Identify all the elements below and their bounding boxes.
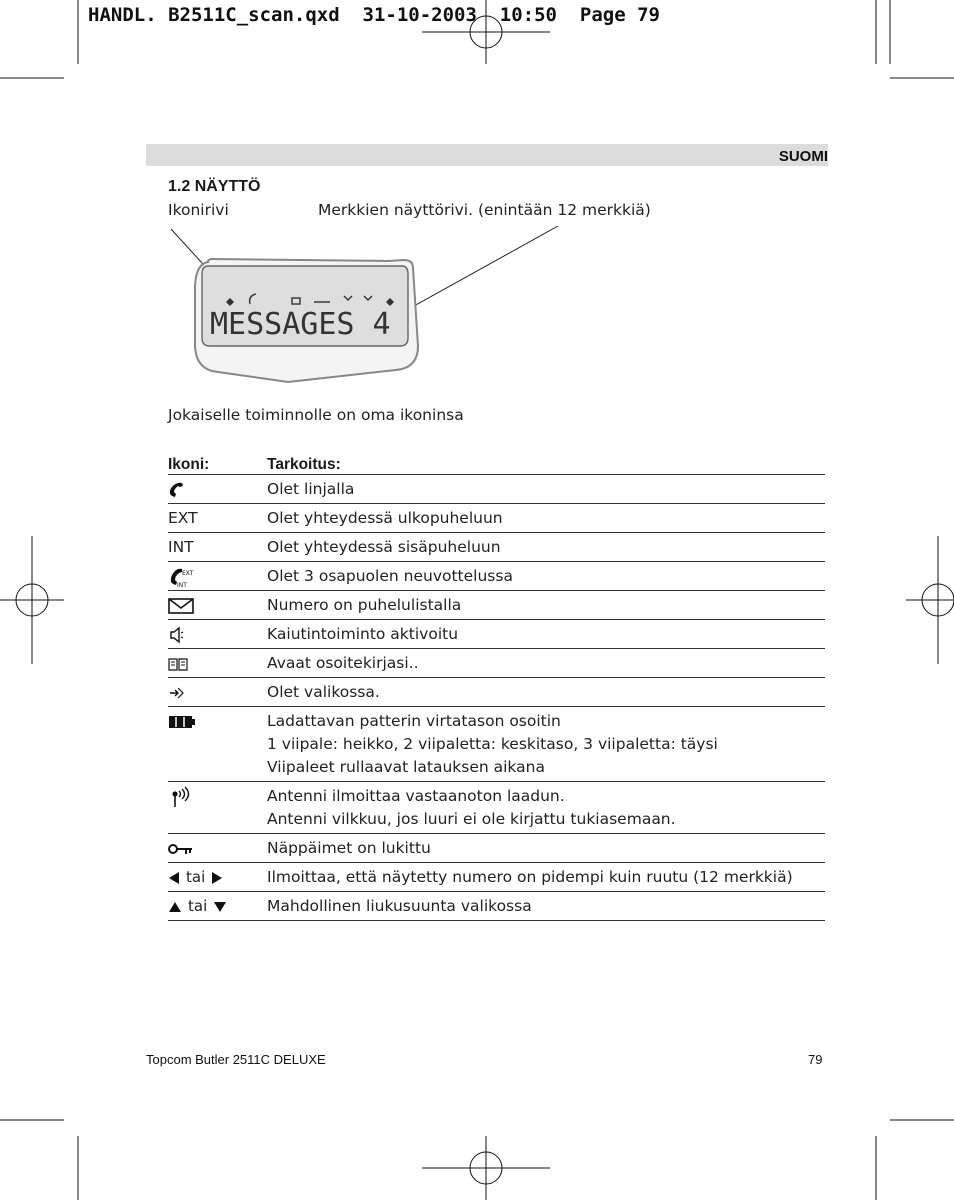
table-row — [168, 863, 825, 892]
row-description: Olet 3 osapuolen neuvottelussa — [267, 567, 513, 585]
row-description: Antenni vilkkuu, jos luuri ei ole kirjattu tukiasemaan. — [267, 810, 676, 828]
column-header-icon: Ikoni: — [168, 450, 267, 475]
table-header-row — [168, 450, 825, 475]
row-description: Olet valikossa. — [267, 683, 380, 701]
svg-text:INT: INT — [177, 581, 187, 588]
header-band — [146, 144, 828, 166]
battery-icon — [168, 714, 196, 730]
row-description: Avaat osoitekirjasi.. — [267, 654, 419, 672]
or-label: tai — [188, 897, 208, 915]
conference-icon — [168, 566, 194, 588]
antenna-icon — [168, 785, 190, 809]
table-row — [168, 475, 825, 504]
table-row — [168, 892, 825, 921]
table-row — [168, 782, 825, 834]
icon-table — [168, 450, 825, 921]
book-icon — [168, 656, 188, 672]
table-row — [168, 533, 825, 562]
table-row — [168, 504, 825, 533]
table-row — [168, 834, 825, 863]
lcd-display-text: MESSAGES 4 — [210, 307, 391, 342]
svg-text:EXT: EXT — [182, 569, 194, 577]
table-row — [168, 591, 825, 620]
char-row-label: Merkkien näyttörivi. (enintään 12 merkkiä) — [318, 201, 651, 219]
column-header-meaning: Tarkoitus: — [267, 450, 825, 475]
ext-label: EXT — [168, 509, 198, 527]
row-description: Olet yhteydessä ulkopuheluun — [267, 509, 503, 527]
left-arrow-icon — [168, 871, 180, 885]
right-arrow-icon — [211, 871, 223, 885]
row-description: Kaiutintoiminto aktivoitu — [267, 625, 459, 643]
table-row — [168, 562, 825, 591]
down-arrow-icon — [213, 901, 227, 913]
row-description: Olet yhteydessä sisäpuheluun — [267, 538, 501, 556]
row-description: Viipaleet rullaavat latauksen aikana — [267, 758, 545, 776]
row-description: Antenni ilmoittaa vastaanoton laadun. — [267, 787, 565, 805]
speaker-icon — [168, 626, 186, 644]
icon-row-label: Ikonirivi — [168, 201, 229, 219]
table-row — [168, 707, 825, 782]
language-label: SUOMI — [778, 148, 828, 165]
page-number: 79 — [808, 1052, 823, 1067]
row-description: Mahdollinen liukusuunta valikossa — [267, 897, 532, 915]
table-row — [168, 620, 825, 649]
table-row — [168, 678, 825, 707]
row-description: Ladattavan patterin virtatason osoitin — [267, 712, 561, 730]
file-slug-line: HANDL. B2511C_scan.qxd 31-10-2003 10:50 Page 79 — [88, 4, 660, 26]
envelope-icon — [168, 597, 194, 615]
key-icon — [168, 842, 194, 856]
row-description: Olet linjalla — [267, 480, 355, 498]
int-label: INT — [168, 538, 194, 556]
or-label: tai — [186, 868, 206, 886]
table-row — [168, 649, 825, 678]
row-description: Näppäimet on lukittu — [267, 839, 431, 857]
menu-enter-icon — [168, 685, 186, 701]
row-description: Numero on puhelulistalla — [267, 596, 462, 614]
row-description: Ilmoittaa, että näytetty numero on pidempi kuin ruutu (12 merkkiä) — [267, 868, 793, 886]
footer-product-name: Topcom Butler 2511C DELUXE — [146, 1052, 326, 1067]
intro-text: Jokaiselle toiminnolle on oma ikoninsa — [168, 406, 464, 424]
handset-icon — [168, 481, 186, 499]
up-arrow-icon — [168, 901, 182, 913]
lcd-display-illustration — [168, 226, 588, 396]
section-title: 1.2 NÄYTTÖ — [168, 178, 261, 195]
row-description: 1 viipale: heikko, 2 viipaletta: keskitaso, 3 viipaletta: täysi — [267, 735, 718, 753]
